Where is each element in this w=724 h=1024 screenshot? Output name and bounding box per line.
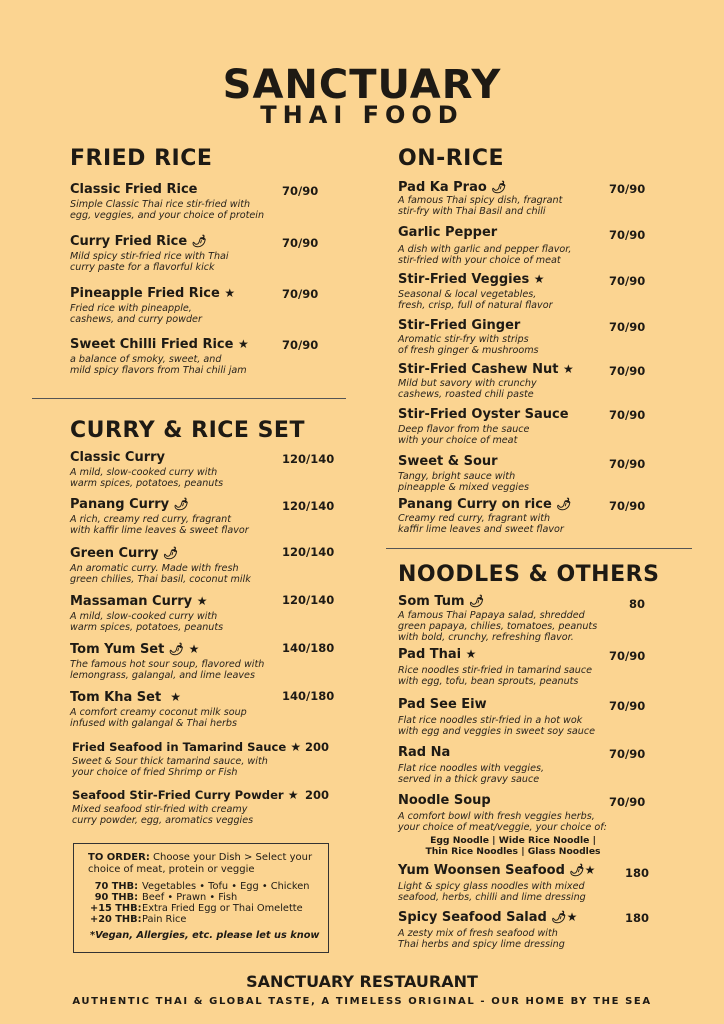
order-price-list xyxy=(90,881,309,925)
menu-item-panang-curry-on-rice xyxy=(398,497,572,535)
chili-icon: 🌶 xyxy=(556,497,572,511)
star-icon: ★ xyxy=(237,337,249,351)
item-desc: Simple Classic Thai rice stir-fried with egg, veggies, and your choice of protein xyxy=(70,199,265,221)
star-icon: ★ xyxy=(287,788,299,802)
order-price-row: 90 THB: Beef • Prawn • Fish xyxy=(94,892,238,903)
item-price: 80 xyxy=(629,597,646,611)
item-desc: Mild spicy stir-fried rice with Thai curry paste for a flavorful kick xyxy=(70,251,229,273)
item-desc: A zesty mix of fresh seafood with Thai herbs and spicy lime dressing xyxy=(398,928,565,950)
menu-item-spicy-seafood-salad xyxy=(398,910,577,950)
item-price: 140/180 xyxy=(282,689,335,703)
star-icon: ★ xyxy=(566,910,578,924)
chili-icon: 🌶 xyxy=(551,910,567,924)
item-desc: Creamy red curry, fragrant with kaffir lime leaves and sweet flavor xyxy=(398,513,564,535)
item-desc: Sweet & Sour thick tamarind sauce, with your choice of fried Shrimp or Fish xyxy=(72,756,268,778)
star-icon: ★ xyxy=(170,690,181,704)
item-desc: Aromatic stir-fry with strips of fresh ginger & mushrooms xyxy=(398,334,539,356)
menu-item-stir-fried-oyster-sauce xyxy=(398,407,569,446)
section-title-on-rice: ON-RICE xyxy=(398,146,505,171)
item-price: 120/140 xyxy=(282,593,335,607)
item-name: Sweet & Sour xyxy=(398,454,498,469)
order-price-row: +20 THB:Pain Rice xyxy=(90,914,187,925)
item-price: 70/90 xyxy=(609,649,646,663)
item-desc: Flat rice noodles stir-fried in a hot wok with egg and veggies in sweet soy sauce xyxy=(398,715,595,737)
item-name: Tom Yum Set xyxy=(70,642,165,657)
order-instructions: TO ORDER: Choose your Dish > Select your choice of meat, protein or veggie xyxy=(88,852,313,875)
menu-item-stir-fried-cashew-nut xyxy=(398,362,574,400)
item-price: 70/90 xyxy=(282,236,319,250)
chili-icon: 🌶 xyxy=(469,594,485,608)
menu-item-massaman-curry xyxy=(70,594,223,633)
item-price: 70/90 xyxy=(282,338,319,352)
item-desc: Light & spicy glass noodles with mixed seafood, herbs, chilli and lime dressing xyxy=(398,881,586,903)
order-info-box xyxy=(73,843,329,953)
item-desc: Tangy, bright sauce with pineapple & mixed veggies xyxy=(398,471,530,493)
item-price: 70/90 xyxy=(609,499,646,513)
chili-icon: 🌶 xyxy=(491,180,507,194)
item-price: 70/90 xyxy=(609,408,646,422)
item-name: Pad See Eiw xyxy=(398,697,487,712)
menu-item-pad-ka-prao xyxy=(398,180,562,217)
item-name: Fried Seafood in Tamarind Sauce xyxy=(72,740,287,754)
item-desc: An aromatic curry. Made with fresh green chilies, Thai basil, coconut milk xyxy=(70,563,251,585)
item-price: 70/90 xyxy=(609,228,646,242)
item-desc: A famous Thai spicy dish, fragrant stir-fry with Thai Basil and chili xyxy=(398,195,563,217)
star-icon: ★ xyxy=(196,594,208,608)
menu-item-pineapple-fried-rice xyxy=(70,286,235,325)
item-desc: Seasonal & local vegetables, fresh, crisp, full of natural flavor xyxy=(398,289,553,311)
star-icon: ★ xyxy=(562,362,574,376)
chili-icon: 🌶 xyxy=(163,546,179,560)
menu-item-classic-fried-rice xyxy=(70,182,264,221)
item-name: Stir-Fried Ginger xyxy=(398,318,521,333)
item-name: Som Tum xyxy=(398,594,465,609)
menu-item-classic-curry xyxy=(70,450,223,489)
section-title-fried-rice: FRIED RICE xyxy=(70,146,213,171)
item-price: 120/140 xyxy=(282,452,335,466)
item-desc: Rice noodles stir-fried in tamarind sauce with egg, tofu, bean sprouts, peanuts xyxy=(398,665,593,687)
menu-item-garlic-pepper xyxy=(398,225,571,266)
menu-item-stir-fried-veggies xyxy=(398,272,553,311)
item-name: Classic Fried Rice xyxy=(70,182,198,197)
menu-item-tom-yum-set xyxy=(70,642,264,681)
menu-item-pad-thai xyxy=(398,647,592,687)
item-name: Stir-Fried Veggies xyxy=(398,272,530,287)
order-price-row: 70 THB: Vegetables • Tofu • Egg • Chicken xyxy=(94,881,310,892)
menu-item-panang-curry xyxy=(70,497,249,536)
item-desc: Flat rice noodles with veggies, served in a thick gravy sauce xyxy=(398,763,545,785)
item-price: 70/90 xyxy=(609,747,646,761)
star-icon: ★ xyxy=(290,740,302,754)
menu-item-noodle-soup xyxy=(398,793,628,857)
item-name: Stir-Fried Oyster Sauce xyxy=(398,407,569,422)
star-icon: ★ xyxy=(465,647,477,661)
item-price: 70/90 xyxy=(609,699,646,713)
item-desc: Mild but savory with crunchy cashews, roasted chili paste xyxy=(398,378,537,400)
item-desc: A mild, slow-cooked curry with warm spices, potatoes, peanuts xyxy=(70,467,224,489)
item-desc: A famous Thai Papaya salad, shredded green papaya, chilies, tomatoes, peanuts with bold, crunchy, refreshing flavor. xyxy=(398,610,598,643)
item-desc: Deep flavor from the sauce with your choice of meat xyxy=(398,424,530,446)
order-price-row: +15 THB:Extra Fried Egg or Thai Omelette xyxy=(90,903,303,914)
item-name: Pad Thai xyxy=(398,647,462,662)
star-icon: ★ xyxy=(584,863,596,877)
noodle-options: Egg Noodle | Wide Rice Noodle | Thin Rice Noodles | Glass Noodles xyxy=(425,835,601,857)
menu-item-fried-seafood-tamarind xyxy=(72,740,301,778)
item-price: 70/90 xyxy=(609,364,646,378)
item-desc: A dish with garlic and pepper flavor, stir-fried with your choice of meat xyxy=(398,244,572,266)
chili-icon: 🌶 xyxy=(569,863,585,877)
item-price: 70/90 xyxy=(609,274,646,288)
item-name: Panang Curry xyxy=(70,497,170,512)
chili-icon: 🌶 xyxy=(168,642,185,656)
menu-item-sweet-sour xyxy=(398,454,529,493)
item-name: Classic Curry xyxy=(70,450,166,465)
star-icon: ★ xyxy=(224,286,236,300)
item-name: Sweet Chilli Fried Rice xyxy=(70,337,234,352)
chili-icon: 🌶 xyxy=(191,234,207,248)
item-price: 70/90 xyxy=(609,457,646,471)
item-name: Rad Na xyxy=(398,745,451,760)
section-divider xyxy=(386,548,692,549)
menu-item-pad-see-eiw xyxy=(398,697,595,737)
item-price: 70/90 xyxy=(282,184,319,198)
item-price: 120/140 xyxy=(282,499,335,513)
item-price: 140/180 xyxy=(282,641,335,655)
item-desc: A rich, creamy red curry, fragrant with kaffir lime leaves & sweet flavor xyxy=(70,514,249,536)
menu-item-green-curry xyxy=(70,546,251,585)
item-name: Noodle Soup xyxy=(398,793,491,808)
item-name: Panang Curry on rice xyxy=(398,497,552,512)
item-name: Tom Kha Set xyxy=(70,690,162,705)
item-name: Curry Fried Rice xyxy=(70,234,188,249)
item-price: 200 xyxy=(305,740,330,754)
item-price: 120/140 xyxy=(282,545,335,559)
item-name: Spicy Seafood Salad xyxy=(398,910,547,925)
item-desc: The famous hot sour soup, flavored with lemongrass, galangal, and lime leaves xyxy=(70,659,265,681)
menu-item-sweet-chilli-fried-rice xyxy=(70,337,249,376)
menu-item-curry-fried-rice xyxy=(70,234,229,273)
item-price: 70/90 xyxy=(609,182,646,196)
footer-restaurant-name: SANCTUARY RESTAURANT xyxy=(246,972,478,991)
menu-item-stir-fried-ginger xyxy=(398,318,539,356)
item-desc: A comfort bowl with fresh veggies herbs, your choice of meat/veggie, your choice of: xyxy=(398,811,607,833)
section-title-curry-rice-set: CURRY & RICE SET xyxy=(70,418,305,443)
item-price: 180 xyxy=(625,866,650,880)
item-price: 70/90 xyxy=(609,320,646,334)
menu-item-tom-kha-set xyxy=(70,690,247,729)
menu-item-som-tum xyxy=(398,594,597,643)
item-desc: a balance of smoky, sweet, and mild spicy flavors from Thai chili jam xyxy=(70,354,247,376)
item-name: Yum Woonsen Seafood xyxy=(398,863,565,878)
restaurant-subtitle: THAI FOOD xyxy=(260,101,464,129)
menu-item-seafood-curry-powder xyxy=(72,788,298,826)
item-desc: Fried rice with pineapple, cashews, and curry powder xyxy=(70,303,202,325)
item-price: 180 xyxy=(625,911,650,925)
chili-icon: 🌶 xyxy=(173,497,189,511)
item-price: 70/90 xyxy=(609,795,646,809)
item-name: Stir-Fried Cashew Nut xyxy=(398,362,559,377)
item-name: Pad Ka Prao xyxy=(398,180,487,195)
menu-item-rad-na xyxy=(398,745,544,785)
item-name: Green Curry xyxy=(70,546,159,561)
allergy-note: *Vegan, Allergies, etc. please let us know xyxy=(90,930,320,941)
item-desc: A mild, slow-cooked curry with warm spices, potatoes, peanuts xyxy=(70,611,224,633)
footer-tagline: AUTHENTIC THAI & GLOBAL TASTE, A TIMELESS ORIGINAL - OUR HOME BY THE SEA xyxy=(72,996,652,1007)
star-icon: ★ xyxy=(533,272,545,286)
item-desc: A comfort creamy coconut milk soup infused with galangal & Thai herbs xyxy=(70,707,247,729)
item-name: Pineapple Fried Rice xyxy=(70,286,220,301)
item-name: Seafood Stir-Fried Curry Powder xyxy=(72,788,284,802)
item-name: Massaman Curry xyxy=(70,594,193,609)
item-price: 200 xyxy=(305,788,330,802)
section-title-noodles-others: NOODLES & OTHERS xyxy=(398,562,660,587)
item-name: Garlic Pepper xyxy=(398,225,498,240)
star-icon: ★ xyxy=(188,642,200,656)
section-divider xyxy=(32,398,346,399)
item-desc: Mixed seafood stir-fried with creamy curry powder, egg, aromatics veggies xyxy=(72,804,254,826)
restaurant-title: SANCTUARY xyxy=(222,62,502,108)
menu-item-yum-woonsen-seafood xyxy=(398,863,595,903)
item-price: 70/90 xyxy=(282,287,319,301)
